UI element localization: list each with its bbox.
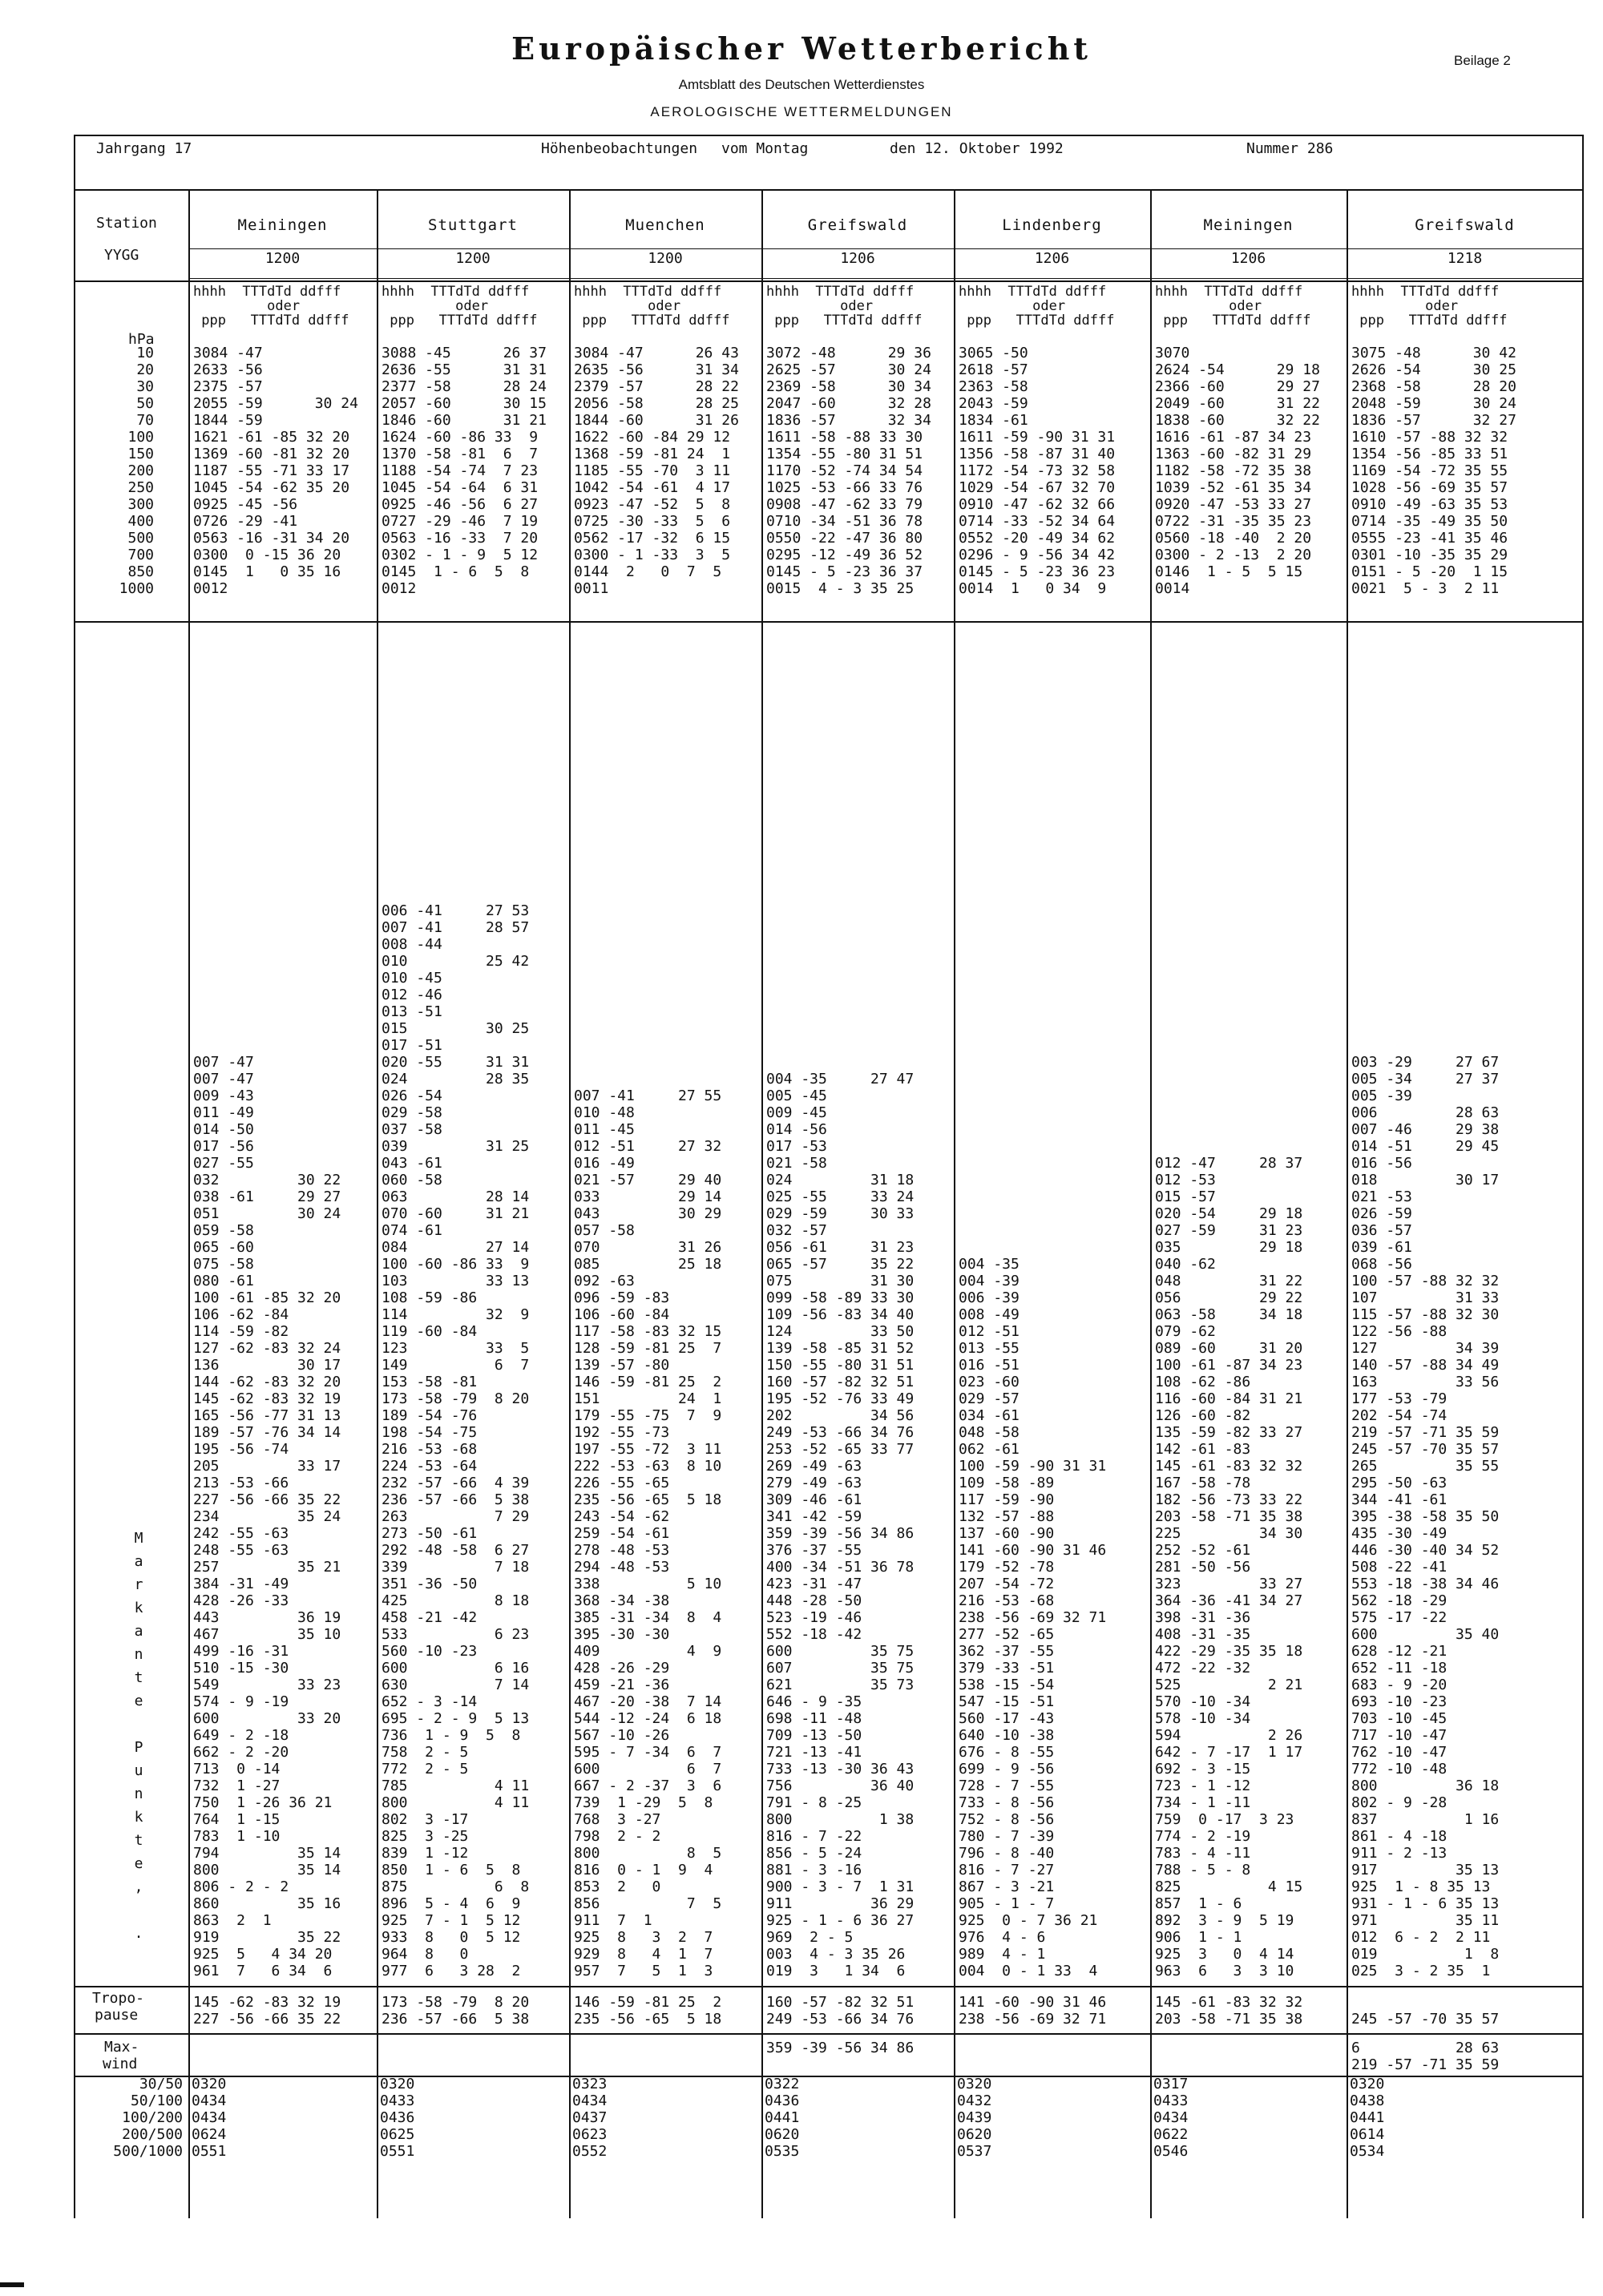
mark-letter: e bbox=[134, 1855, 143, 1872]
station-time-line bbox=[188, 248, 1583, 249]
weekday: vom Montag bbox=[721, 140, 809, 157]
mark-letter: M bbox=[134, 1530, 143, 1547]
station-time: 1200 bbox=[648, 250, 683, 267]
mark-letter: k bbox=[134, 1809, 143, 1826]
significant-points: 007 -41 27 55 010 -48 011 -45 012 -51 27 32 016 -49 021 -57 29 40 033 29 14 043 30 29 057 -58 070 31 26 085 25 18 092 -63 096 -59 -83 106 -60 -84 117 -58 -83 32 15 128 -59 -81 25 7 139 -57 -80 146 -59 -81 25 2 151 24 1 179 -55 -75 7 9 192 -55 -73 197 -55 -72 3 11 222 -53 -63 8 10 226 -55 -65 235 -56 -65 5 18 243 -54 -62 259 -54 -61 278 -48 -53 294 -48 -53 338 5 10 368 -34 -38 385 -31 -34 8 4 395 -30 -30 409 4 9 428 -26 -29 459 -21 -36 467 -20 -38 7 14 544 -12 -24 6 18 567 -10 -26 595 - 7 -34 6 7 600 6 7 667 - 2 -37 3 6 739 1 -29 5 8 768 3 -27 798 2 - 2 800 8 5 816 0 - 1 9 4 853 2 0 856 7 5 911 7 1 925 8 3 2 7 929 8 4 1 7 957 7 5 1 3 bbox=[574, 1087, 722, 1979]
station-name: Muenchen bbox=[625, 216, 705, 234]
standard-levels: 3072 -48 29 36 2625 -57 30 24 2369 -58 30 34 2047 -60 32 28 1836 -57 32 34 1611 -58 -88 33 30 1354 -55 -80 31 51 1170 -52 -74 34 54 1025 -53 -66 33 76 0908 -47 -62 33 79 0710 -34 -51 36 78 0550 -22 -47 36 80 0295 -12 -49 36 52 0145 - 5 -23 36 37 0015 4 - 3 35 25 bbox=[766, 345, 931, 597]
mark-letter: t bbox=[134, 1669, 143, 1686]
mark-letter: , bbox=[134, 1878, 143, 1895]
standard-levels: 3065 -50 2618 -57 2363 -58 2043 -59 1834 -61 1611 -59 -90 31 31 1356 -58 -87 31 40 1172 -54 -73 32 58 1029 -54 -67 32 70 0910 -47 -62 32 66 0714 -33 -52 34 64 0552 -20 -49 34 62 0296 - 9 -56 34 42 0145 - 5 -23 36 23 0014 1 0 34 9 bbox=[959, 345, 1116, 597]
frame-left bbox=[74, 135, 75, 2218]
mark-letter: u bbox=[134, 1762, 143, 1779]
mark-letter: a bbox=[134, 1623, 143, 1640]
layer-wind-values: 0322 0436 0441 0620 0535 bbox=[765, 2076, 800, 2160]
standard-levels: 3075 -48 30 42 2626 -54 30 25 2368 -58 28 20 2048 -59 30 24 1836 -57 32 27 1610 -57 -88 32 32 1354 -56 -85 33 51 1169 -54 -72 35 55 1028 -56 -69 35 57 0910 -49 -63 35 53 0714 -35 -49 35 50 0555 -23 -41 35 46 0301 -10 -35 35 29 0151 - 5 -20 1 15 0021 5 - 3 2 11 bbox=[1351, 345, 1516, 597]
standard-levels: 3070 2624 -54 29 18 2366 -60 29 27 2049 -60 31 22 1838 -60 32 22 1616 -61 -87 34 23 1363 -60 -82 31 29 1182 -58 -72 35 38 1039 -52 -61 35 34 0920 -47 -53 33 27 0722 -31 -35 35 23 0560 -18 -40 2 20 0300 - 2 -13 2 20 0146 1 - 5 5 15 0014 bbox=[1155, 345, 1320, 597]
station-time: 1218 bbox=[1447, 250, 1483, 267]
tropopause-values: 146 -59 -81 25 2 235 -56 -65 5 18 bbox=[574, 1994, 722, 2028]
layer-wind-values: 0320 0434 0434 0624 0551 bbox=[192, 2076, 227, 2160]
station-name: Meiningen bbox=[237, 216, 328, 234]
significant-points: 004 -35 27 47 005 -45 009 -45 014 -56 017 -53 021 -58 024 31 18 025 -55 33 24 029 -59 30 33 032 -57 056 -61 31 23 065 -57 35 22 075 31 30 099 -58 -89 33 30 109 -56 -83 34 40 124 33 50 139 -58 -85 31 52 150 -55 -80 31 51 160 -57 -82 32 51 195 -52 -76 33 49 202 34 56 249 -53 -66 34 76 253 -52 -65 33 77 269 -49 -63 279 -49 -63 309 -46 -61 341 -42 -59 359 -39 -56 34 86 376 -37 -55 400 -34 -51 36 78 423 -31 -47 448 -28 -50 523 -19 -46 552 -18 -42 600 35 75 607 35 75 621 35 73 646 - 9 -35 698 -11 -48 709 -13 -50 721 -13 -41 733 -13 -30 36 43 756 36 40 791 - 8 -25 800 1 38 816 - 7 -22 856 - 5 -24 881 - 3 -16 900 - 3 - 7 1 31 911 36 29 925 - 1 - 6 36 27 969 2 - 5 003 4 - 3 35 26 019 3 1 34 6 bbox=[766, 1071, 915, 1979]
column-header: hhhh TTTdTd ddfff oder ppp TTTdTd ddfff bbox=[1351, 284, 1508, 329]
tropopause-label-1: Tropo- bbox=[92, 1990, 145, 2007]
mark-letter: k bbox=[134, 1600, 143, 1616]
tropopause-label-2: pause bbox=[95, 2007, 139, 2024]
mark-letter: r bbox=[134, 1576, 143, 1593]
station-label: Station bbox=[96, 215, 157, 232]
corner-mark bbox=[0, 2282, 24, 2287]
col-sep-0 bbox=[188, 189, 190, 2218]
column-header: hhhh TTTdTd ddfff oder ppp TTTdTd ddfff bbox=[766, 284, 923, 329]
jahrgang: Jahrgang 17 bbox=[96, 140, 192, 157]
station-time: 1206 bbox=[840, 250, 875, 267]
mark-letter: P bbox=[134, 1739, 143, 1756]
column-header: hhhh TTTdTd ddfff oder ppp TTTdTd ddfff bbox=[959, 284, 1115, 329]
hoehen-label: Höhenbeobachtungen bbox=[541, 140, 698, 157]
significant-points: 004 -35 004 -39 006 -39 008 -49 012 -51 013 -55 016 -51 023 -60 029 -57 034 -61 048 -58 062 -61 100 -59 -90 31 31 109 -58 -89 117 -59 -90 132 -57 -88 137 -60 -90 141 -60 -90 31 46 179 -52 -78 207 -54 -72 216 -53 -68 238 -56 -69 32 71 277 -52 -65 362 -37 -55 379 -33 -51 538 -15 -54 547 -15 -51 560 -17 -43 640 -10 -38 676 - 8 -55 699 - 9 -56 728 - 7 -55 733 - 8 -56 752 - 8 -56 780 - 7 -39 796 - 8 -40 816 - 7 -27 867 - 3 -21 905 - 1 - 7 925 0 - 7 36 21 976 4 - 6 989 4 - 1 004 0 - 1 33 4 bbox=[959, 1256, 1107, 1979]
col-sep-3 bbox=[761, 189, 763, 2218]
standard-levels: 3084 -47 26 43 2635 -56 31 34 2379 -57 28 22 2056 -58 28 25 1844 -60 31 26 1622 -60 -84 29 12 1368 -59 -81 24 1 1185 -55 -70 3 11 1042 -54 -61 4 17 0923 -47 -52 5 8 0725 -30 -33 5 6 0562 -17 -32 6 15 0300 - 1 -33 3 5 0144 2 0 7 5 0011 bbox=[574, 345, 739, 597]
mark-letter: e bbox=[134, 1693, 143, 1709]
tropopause-values: 245 -57 -70 35 57 bbox=[1351, 2011, 1500, 2028]
tropopause-values: 160 -57 -82 32 51 249 -53 -66 34 76 bbox=[766, 1994, 915, 2028]
station-time: 1206 bbox=[1230, 250, 1266, 267]
station-name: Meiningen bbox=[1203, 216, 1294, 234]
station-name: Stuttgart bbox=[428, 216, 518, 234]
col-sep-5 bbox=[1150, 189, 1152, 2218]
hpa-label: hPa bbox=[128, 331, 155, 348]
report-date: den 12. Oktober 1992 bbox=[890, 140, 1064, 157]
beilage-label: Beilage 2 bbox=[1454, 53, 1511, 68]
standard-levels: 3088 -45 26 37 2636 -55 31 31 2377 -58 28 24 2057 -60 30 15 1846 -60 31 21 1624 -60 -86 33 9 1370 -58 -81 6 7 1188 -54 -74 7 23 1045 -54 -64 6 31 0925 -46 -56 6 27 0727 -29 -46 7 19 0563 -16 -33 7 20 0302 - 1 - 9 5 12 0145 1 - 6 5 8 0012 bbox=[382, 345, 547, 597]
station-time: 1206 bbox=[1034, 250, 1070, 267]
tropo-divider-top bbox=[74, 1986, 1584, 1987]
col-sep-6 bbox=[1347, 189, 1348, 2218]
significant-points: 012 -47 28 37 012 -53 015 -57 020 -54 29 18 027 -59 31 23 035 29 18 040 -62 048 31 22 056 29 22 063 -58 34 18 079 -62 089 -60 31 20 100 -61 -87 34 23 108 -62 -86 116 -60 -84 31 21 126 -60 -82 135 -59 -82 33 27 142 -61 -83 145 -61 -83 32 32 167 -58 -78 182 -56 -73 33 22 203 -58 -71 35 38 225 34 30 252 -52 -61 281 -50 -56 323 33 27 364 -36 -41 34 27 398 -31 -36 408 -31 -35 422 -29 -35 35 18 472 -22 -32 525 2 21 570 -10 -34 578 -10 -34 594 2 26 642 - 7 -17 1 17 692 - 3 -15 723 - 1 -12 734 - 1 -11 759 0 -17 3 23 774 - 2 -19 783 - 4 -11 788 - 5 - 8 825 4 15 857 1 - 6 892 3 - 9 5 19 906 1 - 1 925 3 0 4 14 963 6 3 3 10 bbox=[1155, 1155, 1303, 1979]
col-sep-1 bbox=[377, 189, 378, 2218]
column-header: hhhh TTTdTd ddfff oder ppp TTTdTd ddfff bbox=[382, 284, 538, 329]
mark-letter: n bbox=[134, 1786, 143, 1802]
maxwind-values: 359 -39 -56 34 86 bbox=[766, 2040, 915, 2056]
std-level-divider bbox=[74, 621, 1584, 623]
col-sep-4 bbox=[954, 189, 955, 2218]
report-subtitle: Amtsblatt des Deutschen Wetterdienstes bbox=[678, 77, 925, 92]
column-header: hhhh TTTdTd ddfff oder ppp TTTdTd ddfff bbox=[193, 284, 349, 329]
tropopause-values: 141 -60 -90 31 46 238 -56 -69 32 71 bbox=[959, 1994, 1107, 2028]
tropopause-values: 173 -58 -79 8 20 236 -57 -66 5 38 bbox=[382, 1994, 530, 2028]
mark-letter: a bbox=[134, 1553, 143, 1570]
report-title: Europäischer Wetterbericht bbox=[511, 30, 1092, 67]
layer-wind-values: 0320 0432 0439 0620 0537 bbox=[957, 2076, 992, 2160]
significant-points: 003 -29 27 67 005 -34 27 37 005 -39 006 28 63 007 -46 29 38 014 -51 29 45 016 -56 018 30 17 021 -53 026 -59 036 -57 039 -61 068 -56 100 -57 -88 32 32 107 31 33 115 -57 -88 32 30 122 -56 -88 127 34 39 140 -57 -88 34 49 163 33 56 177 -53 -79 202 -54 -74 219 -57 -71 35 59 245 -57 -70 35 57 265 35 55 295 -50 -63 344 -41 -61 395 -38 -58 35 50 435 -30 -49 446 -30 -40 34 52 508 -22 -41 553 -18 -38 34 46 562 -18 -29 575 -17 -22 600 35 40 628 -12 -21 652 -11 -18 683 - 9 -20 693 -10 -23 703 -10 -45 717 -10 -47 762 -10 -47 772 -10 -48 800 36 18 802 - 9 -28 837 1 16 861 - 4 -18 911 - 2 -13 917 35 13 925 1 - 8 35 13 931 - 1 - 6 35 13 971 35 11 012 6 - 2 2 11 019 1 8 025 3 - 2 35 1 bbox=[1351, 1054, 1500, 1979]
pressure-levels: 10 20 30 50 70 100 150 200 250 300 400 500 700 850 1000 bbox=[119, 345, 154, 597]
layer-wind-values: 0317 0433 0434 0622 0546 bbox=[1153, 2076, 1189, 2160]
layer-wind-values: 0320 0438 0441 0614 0534 bbox=[1350, 2076, 1385, 2160]
report-number: Nummer 286 bbox=[1246, 140, 1334, 157]
maxwind-values: 6 28 63 219 -57 -71 35 59 bbox=[1351, 2040, 1500, 2073]
wind-layers: 30/50 50/100 100/200 200/500 500/1000 bbox=[113, 2076, 183, 2160]
yygg-label: YYGG bbox=[104, 247, 139, 264]
station-name: Greifswald bbox=[1415, 216, 1515, 234]
frame-top bbox=[74, 135, 1584, 136]
station-time: 1200 bbox=[455, 250, 491, 267]
layer-wind-values: 0323 0434 0437 0623 0552 bbox=[572, 2076, 608, 2160]
station-time: 1200 bbox=[264, 250, 301, 267]
column-header: hhhh TTTdTd ddfff oder ppp TTTdTd ddfff bbox=[574, 284, 730, 329]
tropopause-values: 145 -62 -83 32 19 227 -56 -66 35 22 bbox=[193, 1994, 341, 2028]
significant-points: 006 -41 27 53 007 -41 28 57 008 -44 010 25 42 010 -45 012 -46 013 -51 015 30 25 017 -51 020 -55 31 31 024 28 35 026 -54 029 -58 037 -58 039 31 25 043 -61 060 -58 063 28 14 070 -60 31 21 074 -61 084 27 14 100 -60 -86 33 9 103 33 13 108 -59 -86 114 32 9 119 -60 -84 123 33 5 149 6 7 153 -58 -81 173 -58 -79 8 20 189 -54 -76 198 -54 -75 216 -53 -68 224 -53 -64 232 -57 -66 4 39 236 -57 -66 5 38 263 7 29 273 -50 -61 292 -48 -58 6 27 339 7 18 351 -36 -50 425 8 18 458 -21 -42 533 6 23 560 -10 -23 600 6 16 630 7 14 652 - 3 -14 695 - 2 - 9 5 13 736 1 - 9 5 8 758 2 - 5 772 2 - 5 785 4 11 800 4 11 802 3 -17 825 3 -25 839 1 -12 850 1 - 6 5 8 875 6 8 896 5 - 4 6 9 925 7 - 1 5 12 933 8 0 5 12 964 8 0 977 6 3 28 2 bbox=[382, 902, 530, 1979]
station-colhead-line bbox=[188, 278, 1583, 279]
significant-points: 007 -47 007 -47 009 -43 011 -49 014 -50 017 -56 027 -55 032 30 22 038 -61 29 27 051 30 24 059 -58 065 -60 075 -58 080 -61 100 -61 -85 32 20 106 -62 -84 114 -59 -82 127 -62 -83 32 24 136 30 17 144 -62 -83 32 20 145 -62 -83 32 19 165 -56 -77 31 13 189 -57 -76 34 14 195 -56 -74 205 33 17 213 -53 -66 227 -56 -66 35 22 234 35 24 242 -55 -63 248 -55 -63 257 35 21 384 -31 -49 428 -26 -33 443 36 19 467 35 10 499 -16 -31 510 -15 -30 549 33 23 574 - 9 -19 600 33 20 649 - 2 -18 662 - 2 -20 713 0 -14 732 1 -27 750 1 -26 36 21 764 1 -15 783 1 -10 794 35 14 800 35 14 806 - 2 - 2 860 35 16 863 2 1 919 35 22 925 5 4 34 20 961 7 6 34 6 bbox=[193, 1054, 341, 1979]
station-name: Lindenberg bbox=[1002, 216, 1102, 234]
info-divider bbox=[74, 189, 1584, 191]
column-header: hhhh TTTdTd ddfff oder ppp TTTdTd ddfff bbox=[1155, 284, 1311, 329]
frame-right bbox=[1582, 135, 1584, 2218]
station-name: Greifswald bbox=[807, 216, 908, 234]
tropopause-values: 145 -61 -83 32 32 203 -58 -71 35 38 bbox=[1155, 1994, 1303, 2028]
maxwind-label-2: wind bbox=[103, 2056, 138, 2072]
mark-letter: t bbox=[134, 1832, 143, 1849]
maxwind-label-1: Max- bbox=[104, 2039, 139, 2056]
mark-letter: . bbox=[134, 1925, 143, 1942]
mark-letter: n bbox=[134, 1646, 143, 1663]
section-title: AEROLOGISCHE WETTERMELDUNGEN bbox=[650, 104, 953, 119]
header-divider bbox=[74, 280, 1584, 282]
layer-wind-values: 0320 0433 0436 0625 0551 bbox=[380, 2076, 415, 2160]
tropo-divider-bottom bbox=[74, 2033, 1584, 2035]
standard-levels: 3084 -47 2633 -56 2375 -57 2055 -59 30 24 1844 -59 1621 -61 -85 32 20 1369 -60 -81 32 20 1187 -55 -71 33 17 1045 -54 -62 35 20 0925 -45 -56 0726 -29 -41 0563 -16 -31 34 20 0300 0 -15 36 20 0145 1 0 35 16 0012 bbox=[193, 345, 358, 597]
col-sep-2 bbox=[569, 189, 571, 2218]
mark-letter bbox=[131, 1899, 147, 1922]
